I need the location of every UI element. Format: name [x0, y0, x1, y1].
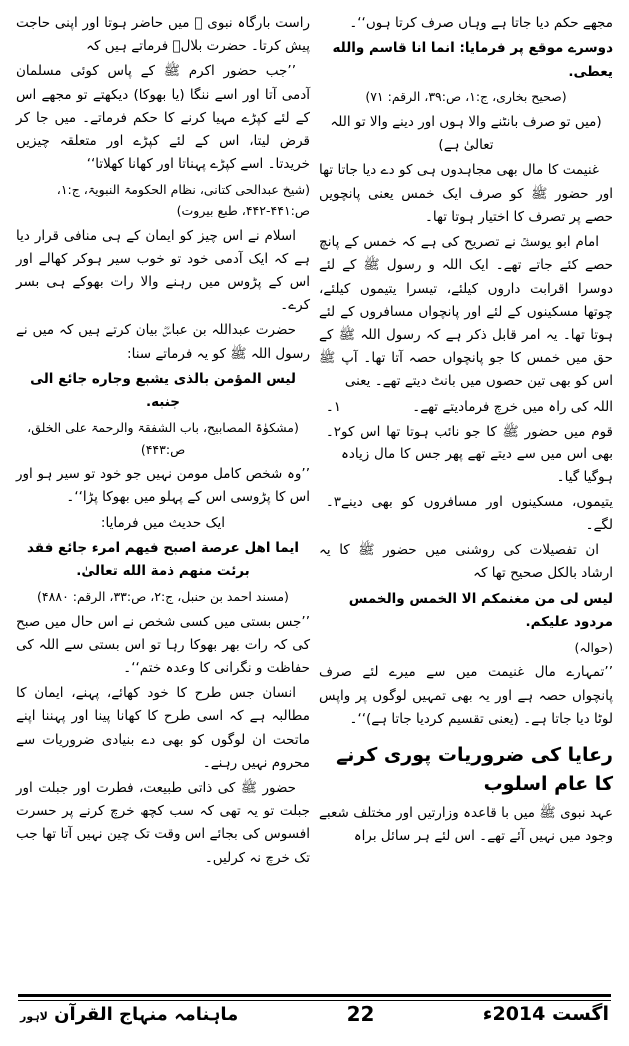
paragraph-opening: مجھے حکم دیا جاتا ہے وہاں صرف کرتا ہوں‘‘۔ [349, 15, 613, 31]
lead-in-arabic: دوسرے موقع پر فرمایا: انما انا قاسم والله يعطى. [332, 40, 613, 80]
lead-in-text: ایک حدیث میں فرمایا: [100, 514, 226, 531]
paragraph: حضرت عبداللہ بن عباسؓ بیان کرتے ہیں کہ میں نے رسول اللہ ﷺ کو یہ فرماتے سنا: [16, 322, 310, 362]
hadith-arabic-1: ليس المؤمن بالذى يشبع وجاره جائع الى جنبه. [30, 370, 296, 411]
paragraph: اسلام نے اس چیز کو ایمان کے ہی منافی قرار دیا ہے کہ ایک آدمی خود تو خوب سیر ہوکر کھالے اور اس کے پڑوس میں رہنے والا رات بھوکے ہی بسر کرے۔ [16, 227, 310, 314]
list-item [319, 396, 613, 419]
paragraph: حضور ﷺ کی ذاتی طبیعت، فطرت اور جبلت اور جبلت تو یہ تھی کہ سب کچھ خرچ کرنے پر حسرت افسوس کی بجائے اس وقت تک چین نہیں آتا تھا جب تک خرچ نہ کرلیں۔ [16, 780, 310, 866]
hadith-arabic-2: ايما اهل عرصة اصبح فيهم امرء جائع فقد برئت منهم ذمة الله تعالىٰ. [26, 539, 300, 580]
list-item-label: اللہ کی راہ میں خرچ فرمادیتے تھے۔ [412, 398, 613, 415]
footer-divider [18, 994, 611, 997]
list-item-label: یتیموں، مسکینوں اور مسافروں کو بھی دینے لگے۔ [341, 494, 613, 534]
footer-publisher [20, 1004, 238, 1025]
left-text-column [319, 12, 613, 972]
translation-text: (میں تو صرف بانٹنے والا ہوں اور دینے والا تو اللہ تعالیٰ ہے) [330, 113, 602, 154]
page-number: 22 [346, 1002, 375, 1026]
citation-kattani: (شیخ عبدالحی کتانی، نظام الحکومۃ النبویۃ، ج:۱، ص:۴۴۱-۴۴۲، طبع بیروت) [56, 181, 310, 219]
citation-placeholder: (حوالہ) [574, 639, 613, 655]
hadith-translation: ’’تمہارے مال غنیمت میں سے میرے لئے صرف پانچواں حصہ ہے اور یہ بھی تمہیں لوگوں پر واپس لوٹا دیا جاتا ہے۔ (یعنی تقسیم کردیا جاتا ہے)‘‘۔ [319, 664, 613, 727]
paragraph: عہد نبوی ﷺ میں با قاعدہ وزارتیں اور مختلف شعبے وجود میں نہیں آئے تھے۔ اس لئے ہر سائل براہ [319, 805, 613, 845]
list-item-label: قوم میں حضور ﷺ کا جو نائب ہوتا تھا اس کو بھی اس میں سے دیتے تھے پھر جس کا مال زیادہ ہوگیا گیا۔ [341, 423, 613, 486]
footer-publisher-name: ماہنامہ منہاج القرآن [54, 1003, 239, 1025]
paragraph: انسان جس طرح کا خود کھائے، پہنے، ایمان کا مطالبہ ہے کہ اسی طرح کا کھانا پینا اور پہننا اپنے ماتحت ان لوگوں کو بھی دے بنیادی ضروریات سے محروم نہیں رہنے۔ [16, 685, 310, 771]
list-item-number: ۲۔ [325, 423, 341, 440]
citation-musnad-ahmad: (مسند احمد بن حنبل، ج:۲، ص:۳۳، الرقم: ۴۸۸۰) [37, 589, 289, 604]
list-item [319, 491, 613, 537]
list-item [319, 421, 613, 490]
paragraph: غنیمت کا مال بھی مجاہدوں ہی کو دے دیا جاتا تھا اور حضور ﷺ کو صرف ایک خمس یعنی پانچویں حصے پر تصرف کا اختیار ہوتا تھا۔ [319, 162, 613, 225]
footer-date: اگست 2014ء [482, 1003, 609, 1025]
section-heading: رعایا کی ضروریات پوری کرنے کا عام اسلوب [336, 744, 613, 795]
hadith-arabic: ليس لى من مغنمكم الا الخمس والخمس مردود عليكم. [348, 590, 613, 631]
two-column-body [16, 12, 613, 972]
citation-mishkat: (مشکوٰۃ المصابیح، باب الشفقۃ والرحمۃ علی الخلق، ص:۴۴۳) [27, 420, 299, 457]
paragraph: ان تفصیلات کی روشنی میں حضور ﷺ کا یہ ارشاد بالکل صحیح تھا کہ [319, 542, 613, 582]
paragraph-quote: ’’جب حضور اکرم ﷺ کے پاس کوئی مسلمان آدمی آتا اور اسے ننگا (یا بھوکا) دیکھتے تو مجھے اس کے لئے کپڑے مہیا کرنے کا حکم فرماتے۔ میں جا کر قرض لیتا، اس کے لئے کپڑے اور متعلقہ چیزیں خریدتا۔ اسے کپڑے پہناتا اور کھانا کھلاتا‘‘ [16, 63, 310, 173]
page-footer [0, 988, 629, 1046]
hadith-translation-1: ’’وہ شخص کامل مومن نہیں جو خود تو سیر ہو اور اس کا پڑوسی اس کے پہلو میں بھوکا پڑا‘‘۔ [16, 466, 310, 506]
footer-publisher-city: لاہور [20, 1009, 48, 1023]
paragraph: راست بارگاہ نبوی ﷺ میں حاضر ہوتا اور اپنی حاجت پیش کرتا۔ حضرت بلالؓ فرماتے ہیں کہ [16, 15, 310, 55]
citation-bukhari: (صحیح بخاری، ج:۱، ص:۳۹، الرقم: ۷۱) [365, 89, 567, 105]
list-item-number: ۳۔ [325, 494, 341, 511]
hadith-translation-2: ’’جس بستی میں کسی شخص نے اس حال میں صبح کی کہ رات بھر بھوکا رہا تو اس بستی سے اللہ کی حفاظت و نگرانی کا وعدہ ختم‘‘۔ [16, 613, 310, 676]
paragraph: امام ابو یوسفؒ نے تصریح کی ہے کہ خمس کے پانچ حصے کئے جاتے تھے۔ ایک اللہ و رسول ﷺ کے لئے دوسرا اقرابت داروں کیلئے، تیسرا یتیموں کیلئے، چوتھا مسکینوں کے لئے اور پانچواں مسافروں کے لئے ہوتا تھا۔ یہ امر قابل ذکر ہے کہ رسول اللہ ﷺ کے حق میں خمس کا جو پانچواں حصہ آتا تھا۔ آپ ﷺ اس کو بھی تین حصوں میں بانٹ دیتے تھے۔ یعنی [319, 234, 613, 390]
list-item-number: ۱۔ [325, 398, 341, 415]
right-text-column [16, 12, 310, 972]
